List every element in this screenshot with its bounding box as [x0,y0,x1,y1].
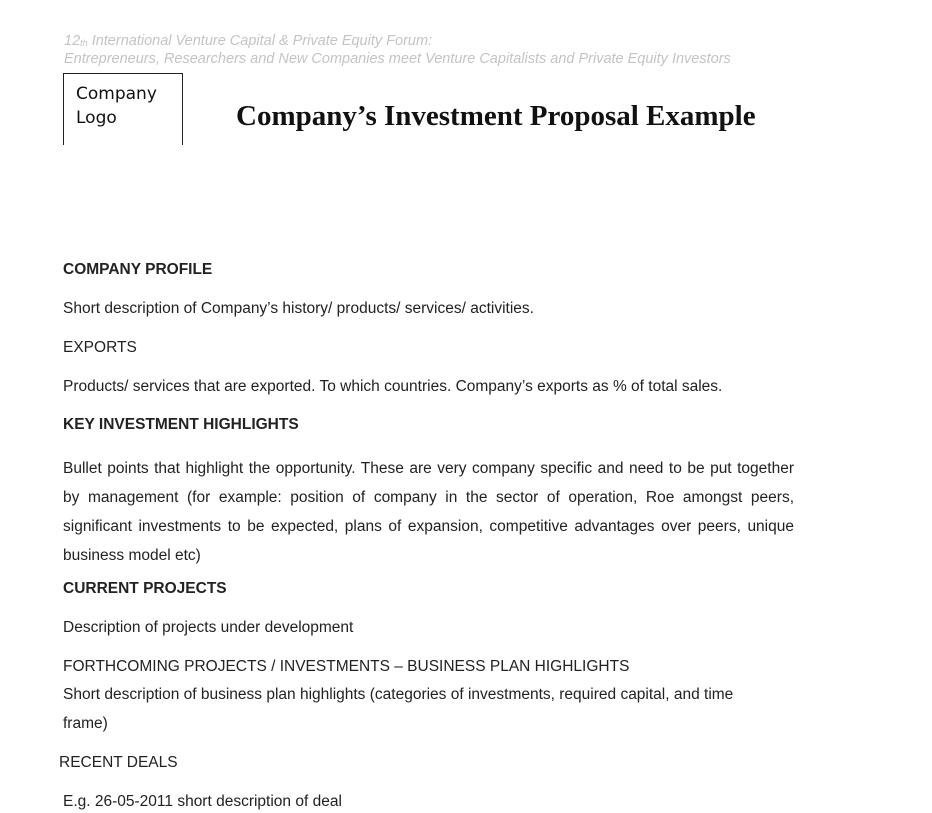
recent-deals-heading: RECENT DEALS [59,754,178,771]
logo-text [76,82,157,130]
exports-heading: EXPORTS [63,339,137,356]
forum-header-line [64,33,432,49]
forum-number-suffix: th [80,38,88,48]
logo-text-line2: Logo [76,108,117,128]
key-investment-highlights-heading: KEY INVESTMENT HIGHLIGHTS [63,416,299,433]
document-title: Company’s Investment Proposal Example [236,100,756,132]
company-profile-text: Short description of Company’s history/ products/ services/ activities. [63,300,534,317]
company-logo-placeholder [63,73,183,145]
forthcoming-projects-heading: FORTHCOMING PROJECTS / INVESTMENTS – BUSINESS PLAN HIGHLIGHTS [63,658,630,675]
recent-deals-text: E.g. 26-05-2011 short description of deal [63,793,342,810]
forum-name: International Venture Capital & Private Equity Forum: [91,33,433,49]
forum-number: 12 [64,33,81,49]
exports-text: Products/ services that are exported. To which countries. Company’s exports as % of total sales. [63,378,723,395]
logo-text-line1: Company [76,84,157,104]
company-profile-heading: COMPANY PROFILE [63,261,213,278]
forthcoming-projects-text-line1: Short description of business plan highlights (categories of investments, required capital, and time [63,686,734,703]
forthcoming-projects-text-line2: frame) [63,715,108,732]
current-projects-heading: CURRENT PROJECTS [63,580,227,597]
current-projects-text: Description of projects under development [63,619,354,636]
forum-tagline: Entrepreneurs, Researchers and New Companies meet Venture Capitalists and Private Equity Investors [64,51,731,67]
key-investment-highlights-text: Bullet points that highlight the opportunity. These are very company specific and need to be put together by management (for example: position of company in the sector of operation, Roe amongst peers, significant investments to be expected, plans of expansion, competitive advantages over peers, unique business model etc) [63,460,794,564]
